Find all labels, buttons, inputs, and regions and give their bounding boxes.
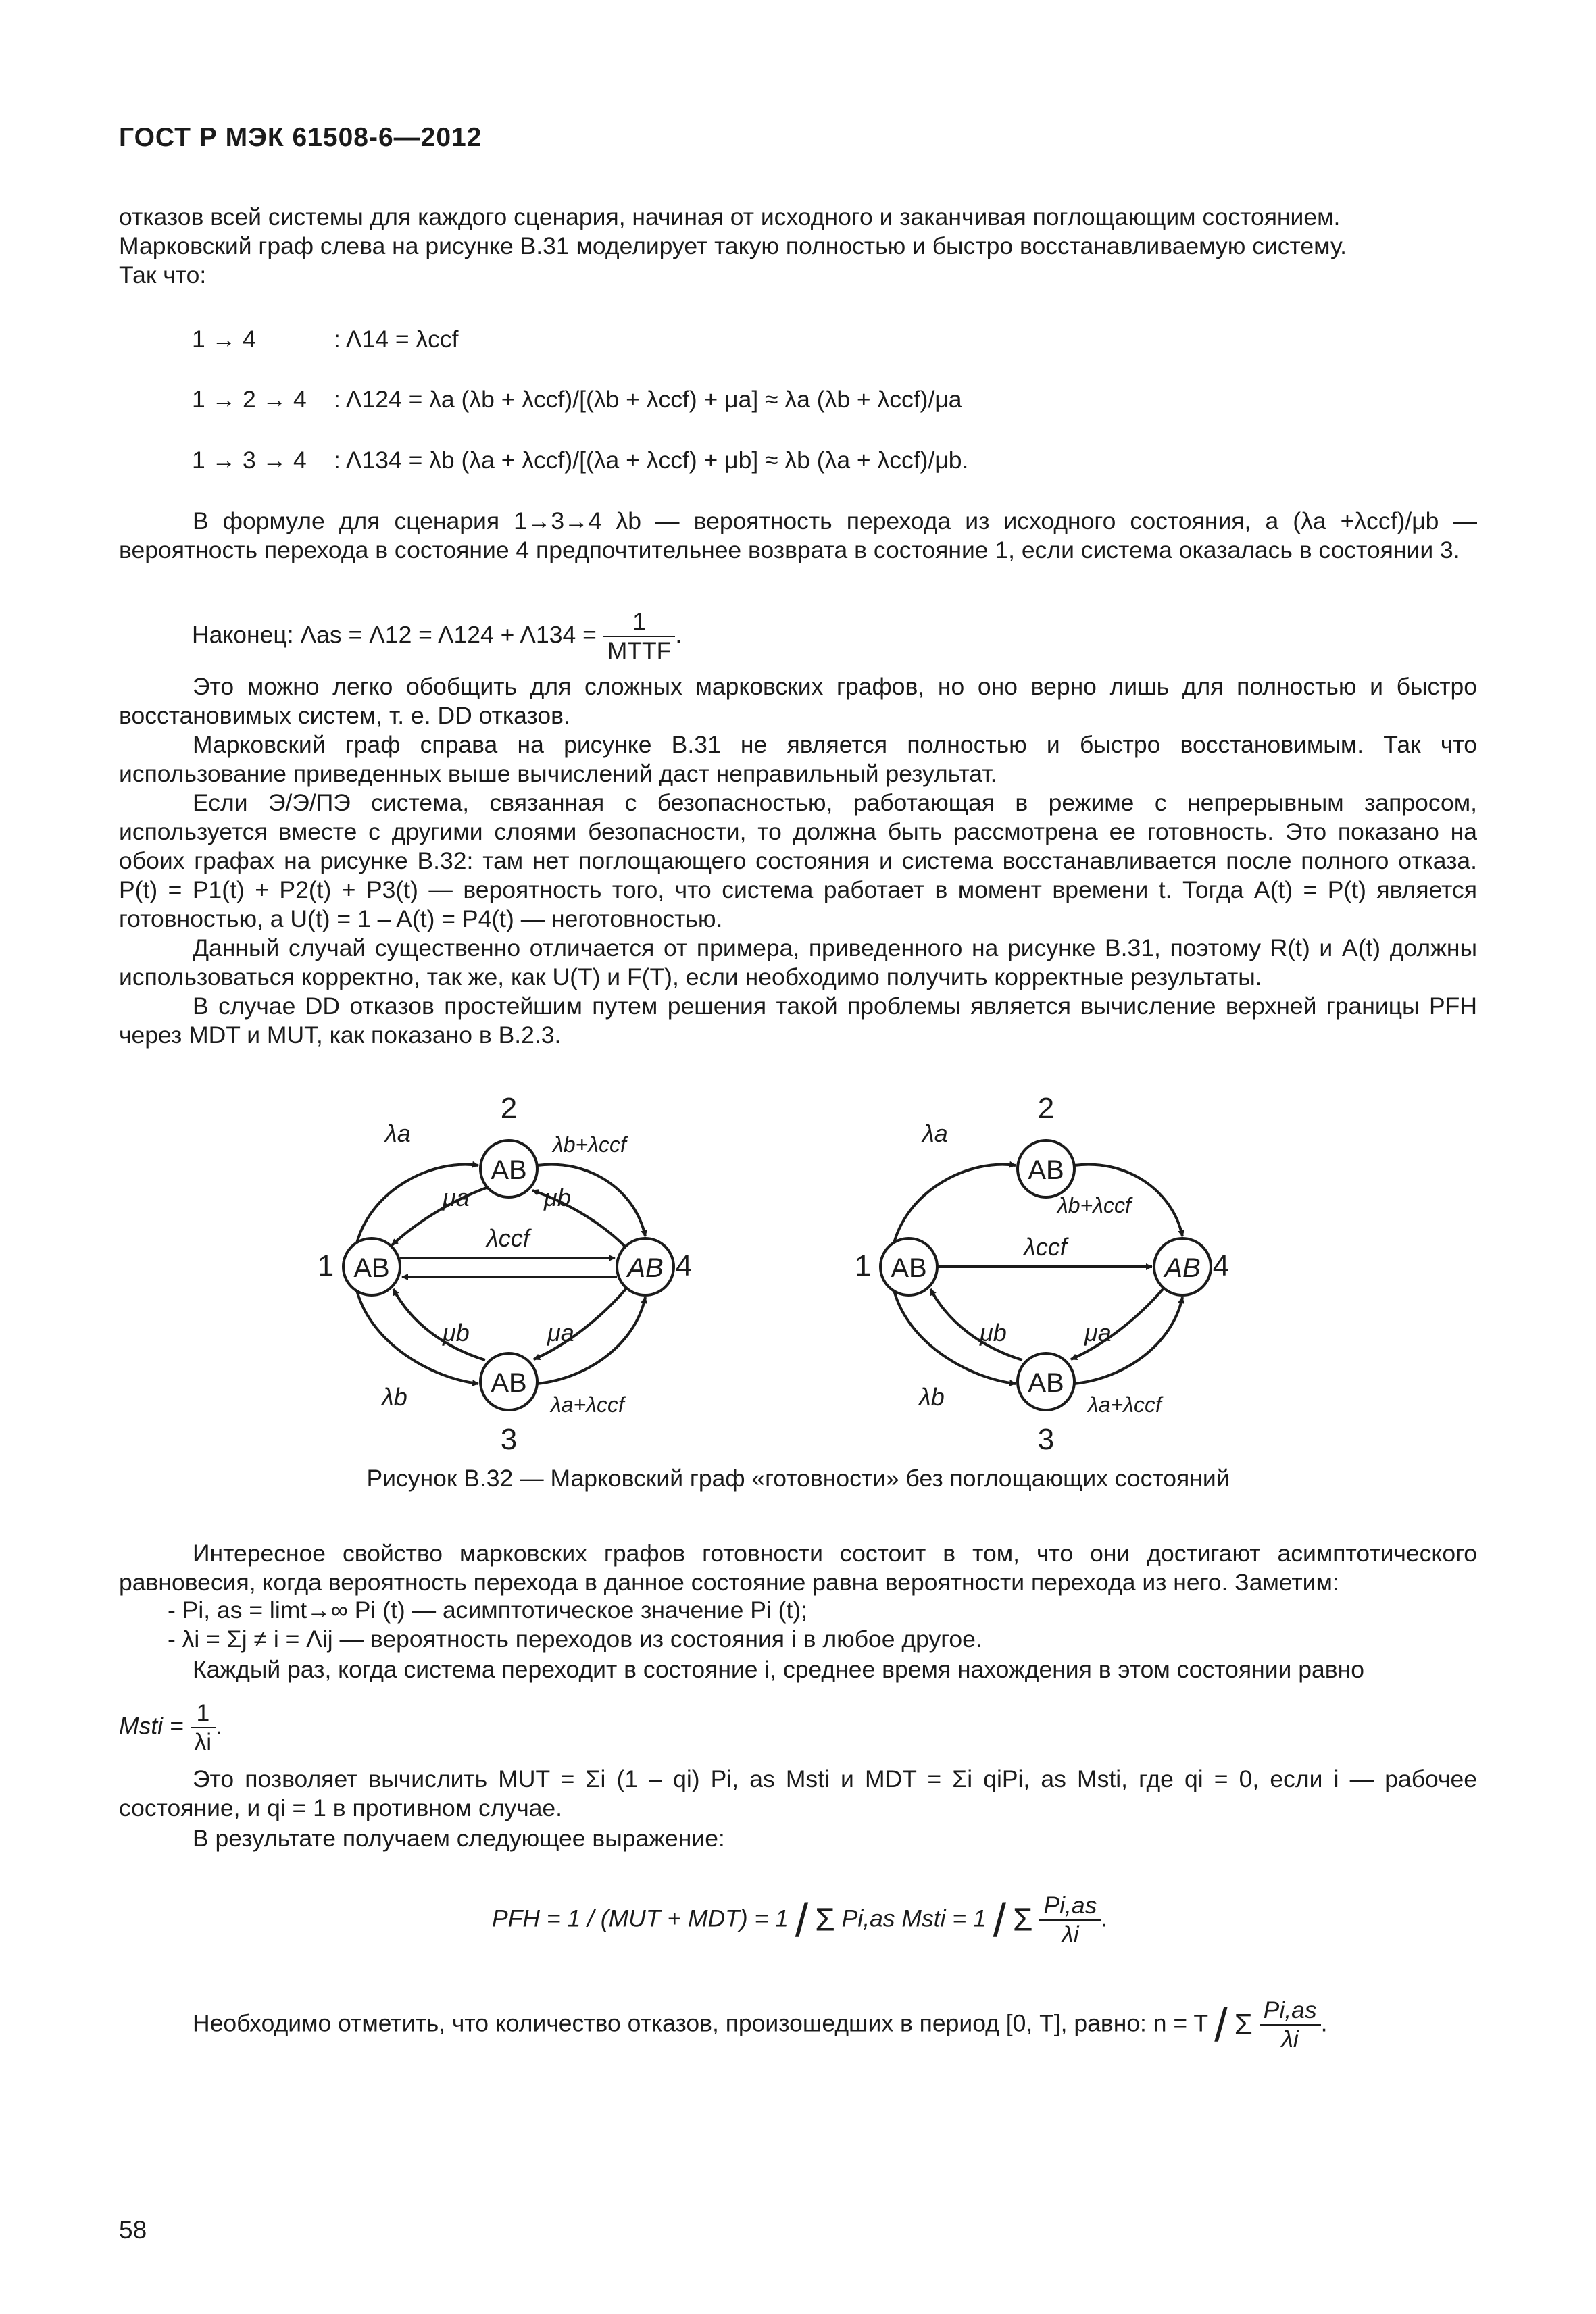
node-number-4: 4: [675, 1249, 693, 1282]
label-mu-a-bottom: μa: [547, 1319, 574, 1347]
paragraph-1: Это можно легко обобщить для сложных марковских графов, но оно верно лишь для полностью и быстро восстановимых систем, т. е. DD отказов.: [119, 673, 1477, 729]
arrow-1-to-2: [894, 1165, 1016, 1243]
label-lambda-b-bottom: λb: [919, 1383, 945, 1411]
label-lambda-a-top: λa: [385, 1120, 411, 1147]
fraction-numerator: 1: [603, 608, 676, 637]
formula-mst: Msti = $\frac{1}{\lambda i}$ .: [119, 1699, 223, 1755]
label-mu-b-top: μb: [544, 1184, 571, 1211]
node-number-2: 2: [1037, 1092, 1055, 1125]
paragraph-mut: Это позволяет вычислить MUT = Σi (1 – qi) Pi, as Msti и MDT = Σi qiPi, as Msti, где qi = 0, если i — рабочее состояние, и qi = 1 в противном случае.: [119, 1765, 1477, 1821]
paragraph-note: Необходимо отметить, что количество отказов, произошедших в период [0, T], равно: n = T: [193, 2009, 1208, 2037]
formula-pfh-sum: Pi,as Msti: [841, 1905, 946, 1932]
label-lambda-b-ccf-top: λb+λccf: [1057, 1193, 1131, 1217]
bullet-1: - Pi, as = limt→∞ Pi (t) — асимптотическое значение Pi (t);: [168, 1596, 808, 1624]
label-lambda-ccf: λccf: [1024, 1233, 1067, 1261]
slash-symbol: /: [1214, 1998, 1228, 2051]
arrow-2-to-1: [392, 1188, 487, 1245]
node-label-2: AB: [491, 1155, 527, 1185]
label-mu-b-bottom: μb: [980, 1319, 1007, 1347]
paragraph-2: Марковский граф справа на рисунке В.31 не является полностью и быстро восстановимым. Так что использование приведенных выше вычислений даст неправильный результат.: [119, 731, 1477, 787]
formula-failures: Необходимо отметить, что количество отказов, произошедших в период [0, T], равно: n = T / Σ $\frac{Pi,as}{\lambda i}$ .: [193, 1996, 1328, 2053]
label-mu-b-bottom: μb: [443, 1319, 470, 1347]
formula-mst-lhs: Msti =: [119, 1712, 184, 1740]
node-label-4: AB: [627, 1253, 664, 1283]
node-number-3: 3: [500, 1423, 518, 1456]
paragraph-5: В случае DD отказов простейшим путем решения такой проблемы является вычисление верхней границы PFH через MDT и MUT, как показано в В.2.3.: [119, 992, 1477, 1049]
label-lambda-a-ccf-bottom: λa+λccf: [1088, 1392, 1162, 1417]
slash-symbol: /: [795, 1894, 809, 1946]
node-number-1: 1: [317, 1249, 334, 1282]
slash-symbol: /: [993, 1894, 1007, 1946]
node-number-1: 1: [854, 1249, 872, 1282]
label-mu-a-top: μa: [443, 1184, 470, 1211]
fraction-note: [1260, 1996, 1321, 2053]
intro-line-3: Так что:: [119, 261, 207, 288]
fraction-denominator: λi: [1281, 2026, 1299, 2053]
node-label-1: AB: [891, 1253, 927, 1283]
markov-graph-right: [855, 1092, 1229, 1456]
node-number-3: 3: [1037, 1423, 1055, 1456]
fraction-numerator: 1: [191, 1699, 216, 1728]
formula-pfh: PFH = 1 / (MUT + MDT) = 1 / Σ Pi,as Msti = 1 / Σ $\frac{Pi,as}{\lambda i}$ .: [492, 1892, 1108, 1948]
bullet-2: - λi = Σj ≠ i = Λij — вероятность переходов из состояния i в любое другое.: [168, 1626, 982, 1653]
formula-finally: Наконец: Λas = Λ12 = Λ124 + Λ134 = $\frac{1}{\text{MTTF}}$ .: [192, 608, 682, 664]
node-number-2: 2: [500, 1092, 518, 1125]
node-label-1: AB: [353, 1253, 390, 1283]
page-number: 58: [119, 2216, 147, 2244]
fraction-denominator: λi: [194, 1728, 212, 1755]
arrow-3-to-1: [930, 1289, 1022, 1360]
sum-symbol: Σ: [815, 1902, 835, 1938]
fraction-denominator: λi: [1062, 1921, 1079, 1948]
scenario-path-2: 1 → 2 → 4: [192, 386, 307, 413]
formula-pfh-part1: PFH = 1 / (MUT + MDT) = 1: [492, 1905, 789, 1932]
sum-symbol: Σ: [1012, 1902, 1033, 1938]
paragraph-4: Данный случай существенно отличается от примера, приведенного на рисунке В.31, поэтому R(t) и A(t) должны использоваться корректно, так же, как U(T) и F(T), если необходимо получить корректные результаты.: [119, 934, 1477, 990]
fraction-denominator: MTTF: [607, 637, 672, 664]
fraction-numerator: Pi,as: [1260, 1996, 1321, 2026]
node-label-2: AB: [1028, 1155, 1064, 1185]
paragraph-each-time: Каждый раз, когда система переходит в состояние i, среднее время нахождения в этом состоянии равно: [193, 1656, 1364, 1683]
fraction-pfh: [1039, 1892, 1101, 1948]
paragraph-3: Если Э/Э/ПЭ система, связанная с безопасностью, работающая в режиме с непрерывным запросом, используется вместе с другими слоями безопасности, то должна быть рассмотрена ее готовность. Это показано на обоих графах на рисунке В.32: там нет поглощающего состояния и система восстанавливается после полного отказа. P(t) = P1(t) + P2(t) + P3(t) — вероятность того, что система работает в момент времени t. Тогда A(t) = P(t) является готовностью, а U(t) = 1 – A(t) = P4(t) — неготовностью.: [119, 789, 1477, 932]
markov-graph-left: [318, 1092, 692, 1456]
scenario-formula-2: : Λ124 = λa (λb + λccf)/[(λb + λccf) + μa] ≈ λa (λb + λccf)/μa: [334, 386, 962, 413]
formula-pfh-part2: = 1: [952, 1905, 987, 1932]
paragraph-scenario: В формуле для сценария 1→3→4 λb — вероятность перехода из исходного состояния, а (λa +λccf)/μb — вероятность перехода в состояние 4 предпочтительнее возврата в состояние 1, если система оказалась в состоянии 3.: [119, 507, 1477, 563]
scenario-path-1: 1 → 4: [192, 326, 256, 353]
sum-symbol: Σ: [1234, 2008, 1253, 2041]
formula-finally-text: Наконец: Λas = Λ12 = Λ124 + Λ134 =: [192, 621, 597, 649]
scenario-formula-3: : Λ134 = λb (λa + λccf)/[(λa + λccf) + μb] ≈ λb (λa + λccf)/μb.: [334, 447, 969, 474]
label-lambda-b-bottom: λb: [382, 1383, 407, 1411]
label-lambda-b-ccf-top: λb+λccf: [553, 1132, 626, 1157]
node-number-4: 4: [1212, 1249, 1230, 1282]
paragraph-asymptotic: Интересное свойство марковских графов готовности состоит в том, что они достигают асимптотического равновесия, когда вероятность перехода в данное состояние равна вероятности перехода из него. Заметим:: [119, 1540, 1477, 1596]
paragraph-result: В результате получаем следующее выражение:: [193, 1825, 725, 1852]
scenario-path-3: 1 → 3 → 4: [192, 447, 307, 474]
fraction-mst: [191, 1699, 216, 1756]
fraction-numerator: Pi,as: [1039, 1892, 1101, 1921]
label-lambda-a-top: λa: [922, 1120, 948, 1147]
intro-line-2: Марковский граф слева на рисунке В.31 моделирует такую полностью и быстро восстанавливаемую систему.: [119, 232, 1347, 259]
label-mu-a-bottom: μa: [1084, 1319, 1112, 1347]
fraction-mttf: [603, 608, 676, 665]
standard-header: ГОСТ Р МЭК 61508-6—2012: [119, 123, 482, 152]
label-lambda-ccf: λccf: [487, 1224, 530, 1252]
figure-caption: Рисунок В.32 — Марковский граф «готовности» без поглощающих состояний: [366, 1465, 1230, 1492]
markov-diagrams: [297, 1081, 1297, 1459]
node-label-3: AB: [491, 1368, 527, 1398]
scenario-formula-1: : Λ14 = λccf: [334, 326, 459, 353]
label-lambda-a-ccf-bottom: λa+λccf: [551, 1392, 624, 1417]
node-label-4: AB: [1164, 1253, 1201, 1283]
arrow-3-to-1: [393, 1289, 485, 1360]
node-label-3: AB: [1028, 1368, 1064, 1398]
intro-line-1: отказов всей системы для каждого сценария, начиная от исходного и заканчивая поглощающим состоянием.: [119, 203, 1341, 230]
